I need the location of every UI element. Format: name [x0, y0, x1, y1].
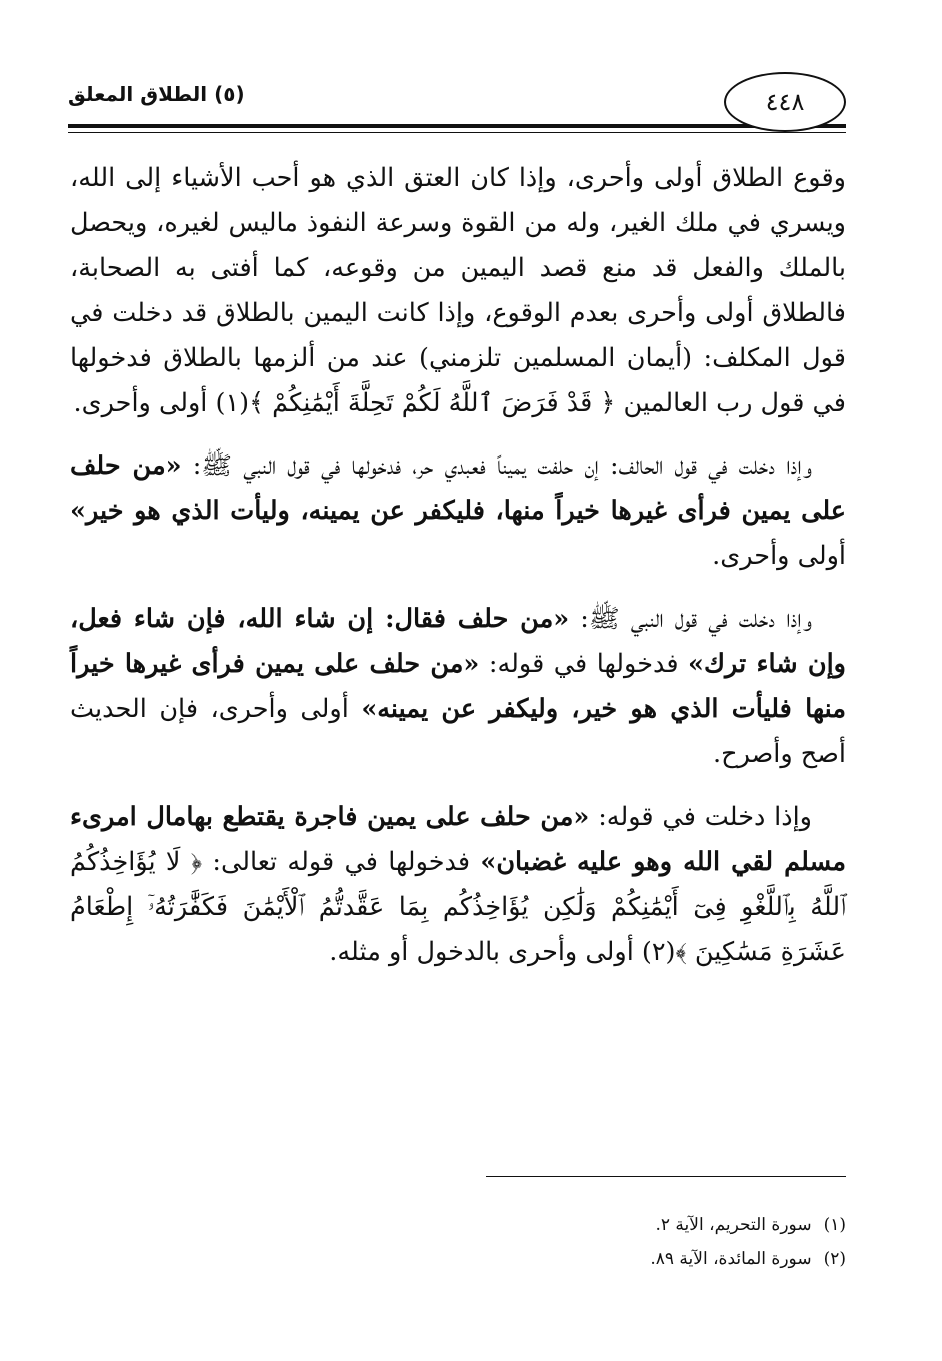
header-rule-thin — [68, 132, 846, 133]
hadith-quote: «من حلف على يمين فاجرة يقتطع بهامال امرىء مسلم لقي الله وهو عليه غضبان» — [70, 802, 846, 877]
footnote-text: سورة التحريم، الآية ٢. — [655, 1215, 812, 1235]
paragraph-1 — [70, 156, 846, 426]
header-rule-thick — [68, 124, 846, 128]
footnotes — [486, 1208, 846, 1276]
paragraph-3-text-b: فدخولها في قوله: — [479, 649, 689, 679]
footnote-text: سورة المائدة، الآية ٨٩. — [650, 1249, 812, 1269]
footnote-2 — [486, 1242, 846, 1276]
hadith-quote: «من حلف على يمين فرأى غيرها خيراً منها فليأت الذي هو خير، وليكفر عن يمينه» — [70, 649, 846, 724]
footnote-marker: (٢) — [823, 1249, 846, 1269]
paragraph-2-text-b: أولى وأحرى. — [712, 541, 846, 571]
hadith-quote: «من حلف فقال: إن شاء الله، فإن شاء فعل، وإن شاء ترك» — [70, 604, 846, 679]
paragraph-2-text-a: وإذا دخلت في قول الحالف: إن حلفت يميناً فعبدي حر، فدخولها في قول النبي ﷺ: — [181, 451, 812, 481]
paragraph-3-text-c: أولى وأحرى، فإن الحديث أصح وأصرح. — [70, 694, 846, 769]
page-number: ٤٤٨ — [724, 72, 846, 132]
body-text — [70, 156, 846, 993]
paragraph-4 — [70, 795, 846, 975]
footnote-marker: (١) — [823, 1215, 846, 1235]
footnote-separator — [486, 1176, 846, 1177]
paragraph-3 — [70, 597, 846, 777]
footnote-1 — [486, 1208, 846, 1242]
running-head: (٥) الطلاق المعلق — [68, 82, 245, 106]
paragraph-3-text-a: وإذا دخلت في قول النبي ﷺ: — [569, 604, 812, 634]
paragraph-4-text-b: فدخولها في قوله تعالى: ﴿ لَا يُؤَاخِذُكُمُ ٱللَّهُ بِٱللَّغْوِ فِىٓ أَيْمَٰنِكُمْ وَلَٰكِن يُؤَاخِذُكُم بِمَا عَقَّدتُّمُ ٱلْأَيْمَٰنَ فَكَفَّٰرَتُهُۥٓ إِطْعَامُ عَشَرَةِ مَسَٰكِينَ ﴾(٢) أولى وأحرى بالدخول أو مثله. — [70, 847, 846, 967]
paragraph-4-text-a: وإذا دخلت في قوله: — [589, 802, 812, 832]
hadith-quote: «من حلف على يمين فرأى غيرها خيراً منها، فليكفر عن يمينه، وليأت الذي هو خير» — [70, 451, 846, 526]
paragraph-1-text: وقوع الطلاق أولى وأحرى، وإذا كان العتق الذي هو أحب الأشياء إلى الله، ويسري في ملك الغير، وله من القوة وسرعة النفوذ ماليس لغيره، ويحصل بالملك والفعل قد منع قصد اليمين من وقوعه، كما أفتى به الصحابة، فالطلاق أولى وأحرى بعدم الوقوع، وإذا كانت اليمين بالطلاق قد دخلت في قول المكلف: (أيمان المسلمين تلزمني) عند من ألزمها بالطلاق فدخولها في قول رب العالمين ﴿ قَدْ فَرَضَ ٱللَّهُ لَكُمْ تَحِلَّةَ أَيْمَٰنِكُمْ ﴾(١) أولى وأحرى. — [70, 163, 846, 418]
paragraph-2 — [70, 444, 846, 579]
page-header — [68, 72, 846, 142]
